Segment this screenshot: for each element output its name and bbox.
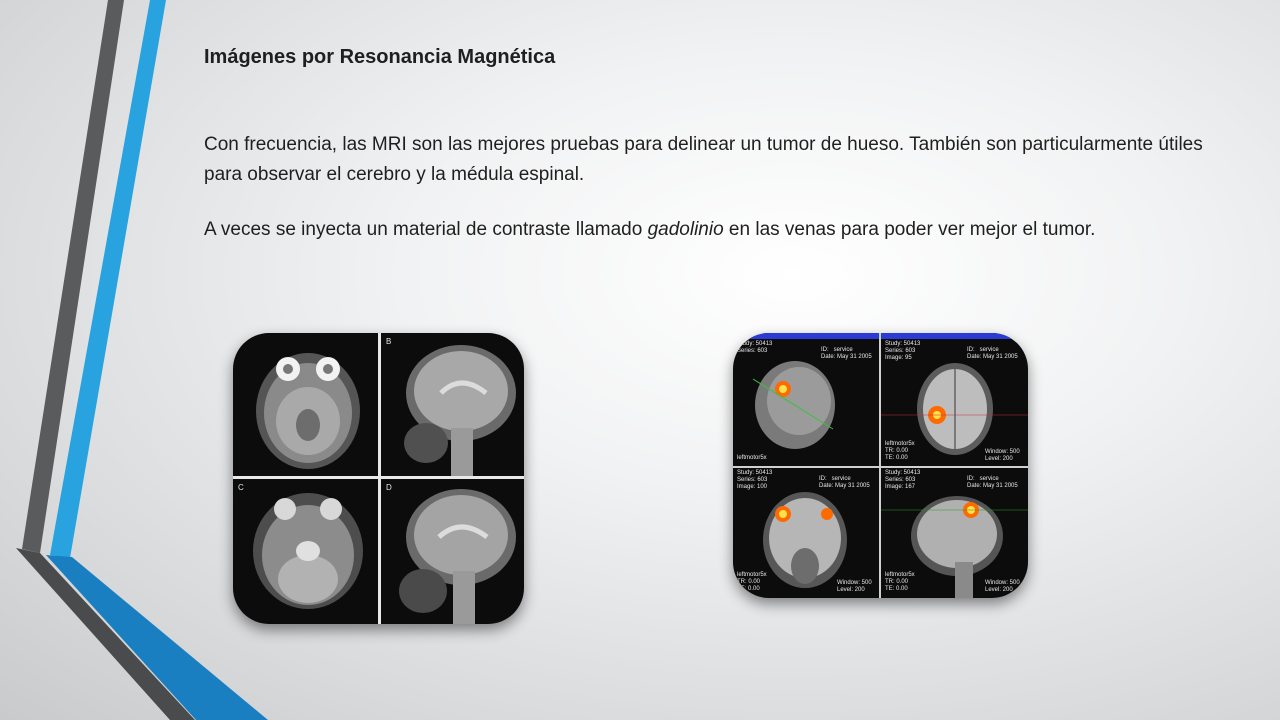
mri-panel-sagittal-bottom xyxy=(381,479,524,624)
paragraph-text-after: en las venas para poder ver mejor el tumor. xyxy=(723,219,1096,240)
image-text: Image: 100 xyxy=(737,484,768,490)
slide-title: Imágenes por Resonancia Magnética xyxy=(204,46,556,68)
id-text: ID: service xyxy=(819,476,851,482)
fmri-motor-activation-image xyxy=(733,333,1028,598)
date-text: Date: May 31 2005 xyxy=(967,483,1018,489)
gadolinio-term: gadolinio xyxy=(647,219,724,240)
image-text: Image: 167 xyxy=(885,484,916,490)
mri-panel-axial-top xyxy=(233,333,378,476)
mri-panel-axial-bottom xyxy=(233,479,378,624)
date-text: Date: May 31 2005 xyxy=(967,354,1018,360)
bottom-left-label-2: leftmotor5x TR: 0.00 TE: 0.00 xyxy=(885,441,915,461)
series-text: Series: 603 xyxy=(737,348,768,354)
mri-brain-scans-image xyxy=(233,333,524,624)
study-label-3 xyxy=(737,470,772,491)
fmri-panel-3d xyxy=(733,339,879,466)
id-date-label-3 xyxy=(819,476,870,490)
series-text: Series: 603 xyxy=(737,477,768,483)
level-text: Level: 200 xyxy=(837,587,865,593)
window-level-label-3 xyxy=(837,580,872,594)
panel-label-d: D xyxy=(386,483,392,492)
paragraph-mri-usefulness: Con frecuencia, las MRI son las mejores pruebas para delinear un tumor de hueso. También son particularmente útiles para observar el cerebro y la médula espinal. xyxy=(204,134,1203,185)
id-date-label-4 xyxy=(967,476,1018,490)
study-text: Study: 50413 xyxy=(737,470,773,476)
date-text: Date: May 31 2005 xyxy=(821,354,872,360)
panel-label-c: C xyxy=(238,483,244,492)
window-level-label-2 xyxy=(985,449,1020,463)
date-text: Date: May 31 2005 xyxy=(819,483,870,489)
fmri-panel-coronal xyxy=(733,468,879,598)
study-label-2 xyxy=(885,341,920,362)
id-date-label-2 xyxy=(967,347,1018,361)
level-text: Level: 200 xyxy=(985,587,1013,593)
series-text: Series: 603 xyxy=(885,477,916,483)
series-text: Series: 603 xyxy=(885,348,916,354)
study-text: Study: 50413 xyxy=(737,341,773,347)
id-text: ID: service xyxy=(967,476,999,482)
paragraph-gadolinio xyxy=(204,215,1204,245)
id-text: ID: service xyxy=(967,347,999,353)
level-text: Level: 200 xyxy=(985,456,1013,462)
mri-panel-sagittal-top xyxy=(381,333,524,476)
id-text: ID: service xyxy=(821,347,853,353)
window-level-label-4 xyxy=(985,580,1020,594)
study-label-4 xyxy=(885,470,920,491)
id-date-label-1 xyxy=(821,347,872,361)
panel-label-b: B xyxy=(386,337,392,346)
fmri-panel-axial xyxy=(881,339,1028,466)
bottom-left-label-1: leftmotor5x xyxy=(737,455,767,461)
image-text: Image: 95 xyxy=(885,355,912,361)
window-text: Window: 500 xyxy=(985,449,1020,455)
paragraph-text-before: A veces se inyecta un material de contraste llamado xyxy=(204,219,648,240)
fmri-panel-sagittal xyxy=(881,468,1028,598)
bottom-left-label-3: leftmotor5x TR: 0.00 TE: 0.00 xyxy=(737,572,767,592)
study-text: Study: 50413 xyxy=(885,470,921,476)
window-text: Window: 500 xyxy=(837,580,872,586)
window-text: Window: 500 xyxy=(985,580,1020,586)
bottom-left-label-4: leftmotor5x TR: 0.00 TE: 0.00 xyxy=(885,572,915,592)
study-text: Study: 50413 xyxy=(885,341,921,347)
study-label-1 xyxy=(737,341,772,355)
